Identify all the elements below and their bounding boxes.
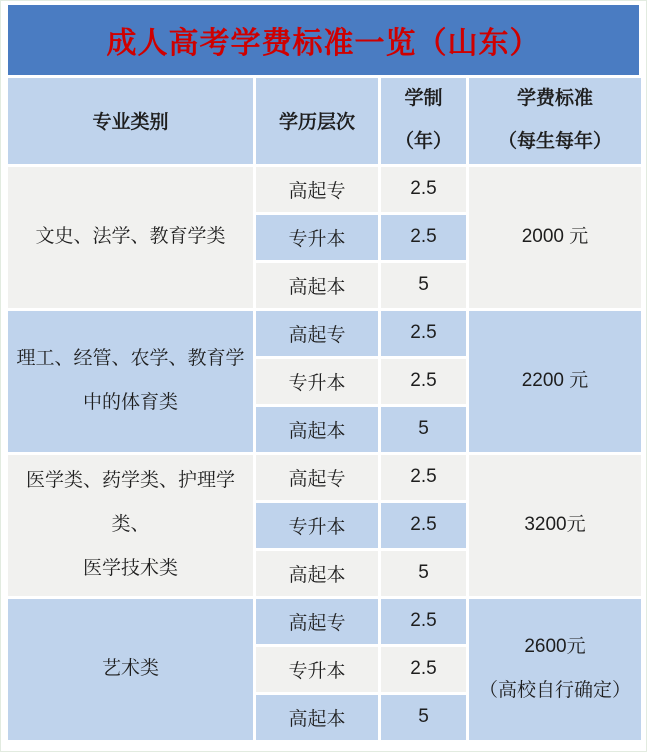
category-cell [8, 167, 253, 308]
category-cell [8, 311, 253, 452]
table-row [8, 599, 641, 644]
years-cell: 2.5 [381, 167, 466, 212]
header-fee-line2: （每生每年） [497, 130, 612, 152]
header-duration-line1: 学制 [404, 88, 443, 109]
category-line: 艺术类 [101, 658, 159, 680]
table-row [8, 167, 641, 212]
header-duration [381, 78, 466, 164]
level-cell: 高起本 [256, 407, 378, 452]
category-cell [8, 455, 253, 596]
fee-line: 2200 元 [521, 370, 589, 392]
level-cell: 专升本 [256, 215, 378, 260]
level-cell: 高起专 [256, 167, 378, 212]
fee-cell [469, 455, 641, 596]
page-title: 成人高考学费标准一览（山东） [106, 27, 541, 60]
level-cell: 专升本 [256, 359, 378, 404]
category-cell [8, 599, 253, 740]
title-bar [8, 5, 639, 75]
level-cell: 专升本 [256, 647, 378, 692]
years-cell: 2.5 [381, 455, 466, 500]
years-cell: 5 [381, 551, 466, 596]
fee-line: （高校自行确定） [478, 680, 631, 701]
years-cell: 2.5 [381, 359, 466, 404]
table-row [8, 455, 641, 500]
tuition-fee-table [5, 75, 644, 743]
header-duration-line2: （年） [394, 130, 452, 152]
category-line: 医学类、药学类、护理学类、 [25, 470, 235, 536]
level-cell: 高起本 [256, 551, 378, 596]
fee-cell [469, 311, 641, 452]
years-cell: 2.5 [381, 647, 466, 692]
header-major-category: 专业类别 [8, 78, 253, 164]
fee-cell [469, 599, 641, 740]
level-cell: 高起本 [256, 263, 378, 308]
years-cell: 2.5 [381, 215, 466, 260]
header-fee-standard [469, 78, 641, 164]
table-row [8, 311, 641, 356]
years-cell: 2.5 [381, 311, 466, 356]
level-cell: 高起本 [256, 695, 378, 740]
years-cell: 2.5 [381, 599, 466, 644]
fee-cell [469, 167, 641, 308]
level-cell: 专升本 [256, 503, 378, 548]
years-cell: 5 [381, 263, 466, 308]
header-education-level: 学历层次 [256, 78, 378, 164]
category-line: 医学技术类 [82, 557, 178, 579]
years-cell: 5 [381, 407, 466, 452]
level-cell: 高起专 [256, 311, 378, 356]
years-cell: 2.5 [381, 503, 466, 548]
level-cell: 高起专 [256, 455, 378, 500]
category-line: 理工、经管、农学、教育学 [16, 348, 245, 370]
fee-line: 2600元 [524, 636, 586, 658]
category-line: 文史、法学、教育学类 [35, 226, 226, 248]
fee-line: 3200元 [524, 514, 586, 536]
level-cell: 高起专 [256, 599, 378, 644]
header-fee-line1: 学费标准 [516, 88, 593, 109]
years-cell: 5 [381, 695, 466, 740]
header-row [8, 78, 641, 164]
category-line: 中的体育类 [82, 392, 178, 413]
fee-line: 2000 元 [521, 226, 589, 248]
